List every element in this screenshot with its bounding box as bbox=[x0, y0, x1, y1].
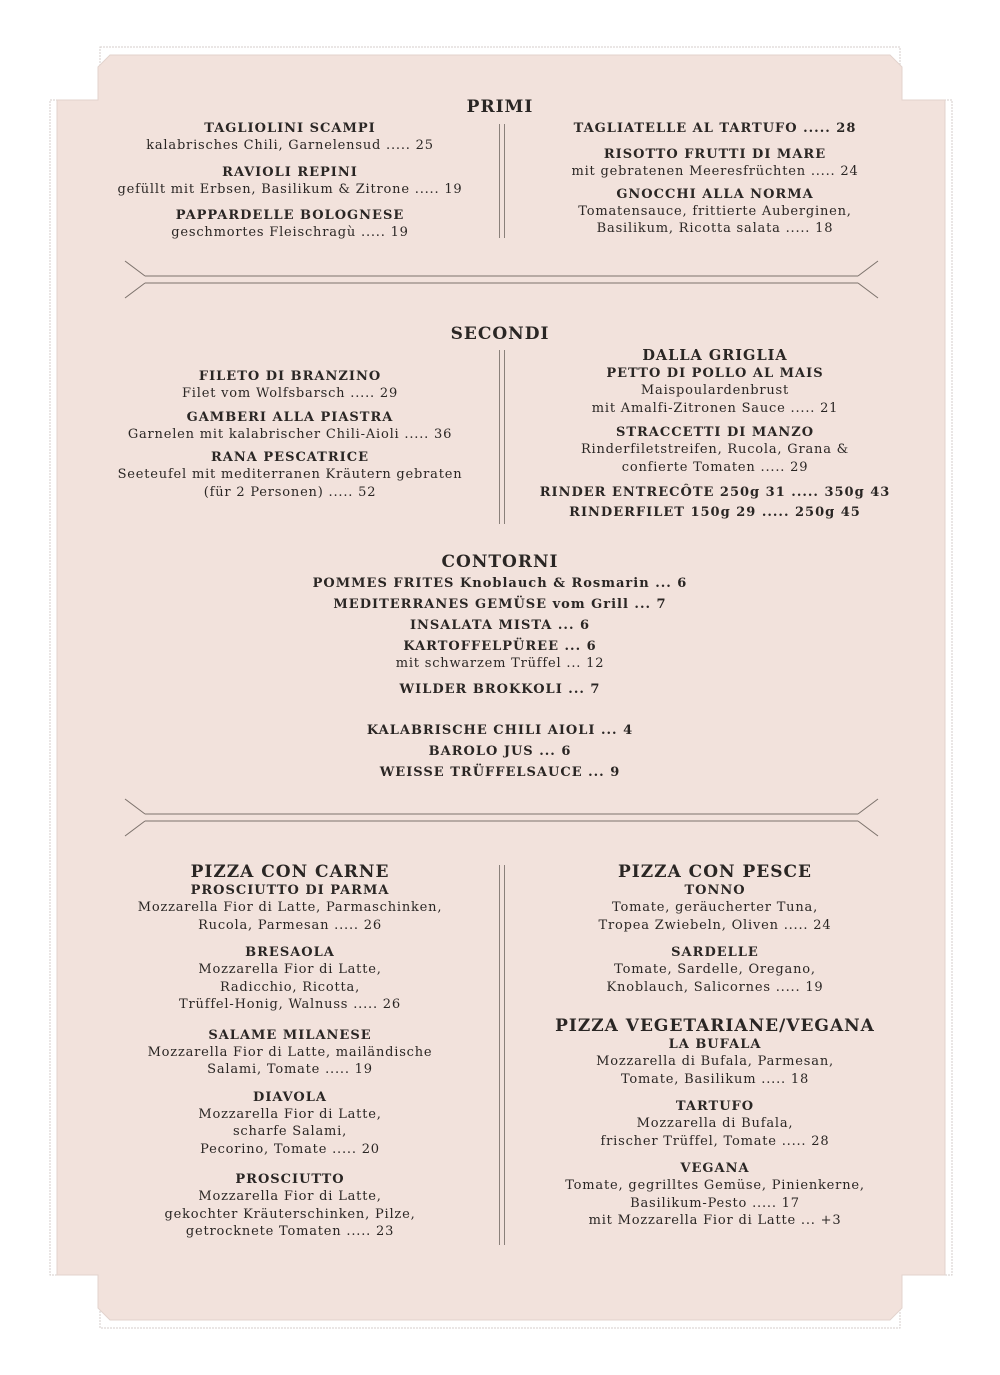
dish-item bbox=[520, 1036, 910, 1088]
dish-name: VEGANA bbox=[680, 1161, 750, 1176]
dish-description: (für 2 Personen) ..... 52 bbox=[203, 484, 377, 500]
dish-description: Tomatensauce, frittierte Auberginen, bbox=[578, 203, 852, 219]
dish-name: RAVIOLI REPINI bbox=[222, 164, 358, 180]
sauce-item: KALABRISCHE CHILI AIOLI ... 4 bbox=[366, 722, 634, 738]
dish-description: Mozzarella Fior di Latte, bbox=[198, 962, 382, 977]
dish-name: TAGLIOLINI SCAMPI bbox=[204, 121, 376, 136]
section-title-contorni: CONTORNI bbox=[441, 552, 559, 572]
dish-description: Mozzarella Fior di Latte, bbox=[198, 1106, 382, 1122]
dish-name: GNOCCHI ALLA NORMA bbox=[616, 186, 814, 202]
dish-description: Tomate, gegrilltes Gemüse, Pinienkerne, bbox=[565, 1178, 865, 1193]
dish-item bbox=[95, 1027, 485, 1079]
dish-name: TAGLIATELLE AL TARTUFO ..... 28 bbox=[573, 121, 857, 136]
dish-description: confierte Tomaten ..... 29 bbox=[621, 459, 809, 475]
dish-item bbox=[520, 146, 910, 181]
dish-description: Rinderfiletstreifen, Rucola, Grana & bbox=[580, 442, 850, 457]
side-item-note: mit schwarzem Trüffel ... 12 bbox=[395, 656, 605, 671]
dish-description: Tomate, geräucherter Tuna, bbox=[611, 900, 819, 915]
dish-item bbox=[95, 944, 485, 1014]
dish-name: RISOTTO FRUTTI DI MARE bbox=[603, 147, 827, 162]
section-title-primi: PRIMI bbox=[466, 97, 534, 117]
side-item: WILDER BROKKOLI ... 7 bbox=[399, 681, 601, 697]
section-title-secondi: SECONDI bbox=[450, 324, 550, 344]
dish-description: kalabrisches Chili, Garnelensud ..... 25 bbox=[146, 138, 434, 153]
dish-description: Tomate, Basilikum ..... 18 bbox=[620, 1071, 810, 1087]
dish-description: getrocknete Tomaten ..... 23 bbox=[185, 1224, 395, 1239]
section-title-pizza-carne: PIZZA CON CARNE bbox=[190, 862, 390, 882]
dish-name: PROSCIUTTO DI PARMA bbox=[190, 883, 390, 898]
section-title-pizza-vegetariane: PIZZA VEGETARIANE/VEGANA bbox=[555, 1016, 875, 1036]
section-title-pizza-pesce: PIZZA CON PESCE bbox=[618, 862, 812, 882]
dish-name: DIAVOLA bbox=[253, 1089, 327, 1105]
dish-name: SALAME MILANESE bbox=[208, 1027, 372, 1043]
dish-description: geschmortes Fleischragù ..... 19 bbox=[171, 225, 409, 240]
dish-description: Maispoulardenbrust bbox=[640, 383, 790, 398]
dish-item bbox=[520, 882, 910, 934]
sauce-item: BAROLO JUS ... 6 bbox=[428, 743, 572, 759]
dish-description: Salami, Tomate ..... 19 bbox=[207, 1062, 373, 1077]
dish-item bbox=[520, 186, 910, 238]
dish-name: PETTO DI POLLO AL MAIS bbox=[606, 366, 824, 381]
sauce-item: WEISSE TRÜFFELSAUCE ... 9 bbox=[379, 764, 621, 780]
dish-item bbox=[520, 424, 910, 476]
side-item: INSALATA MISTA ... 6 bbox=[409, 618, 591, 633]
dish-item bbox=[95, 1089, 485, 1159]
dish-name: RANA PESCATRICE bbox=[211, 450, 369, 465]
column-divider-primi bbox=[499, 124, 505, 238]
dish-name: BRESAOLA bbox=[245, 945, 335, 960]
primi-right-column bbox=[520, 120, 910, 238]
dish-item bbox=[95, 120, 485, 155]
dish-description: Garnelen mit kalabrischer Chili-Aioli ..... 36 bbox=[127, 426, 453, 442]
dish-description: Radicchio, Ricotta, bbox=[219, 979, 361, 995]
dish-item bbox=[95, 368, 485, 403]
secondi-left-column bbox=[95, 368, 485, 501]
dish-item bbox=[520, 365, 910, 417]
dish-description: Mozzarella Fior di Latte, Parmaschinken, bbox=[137, 900, 443, 915]
dish-description: Tomate, Sardelle, Oregano, bbox=[614, 962, 816, 977]
dish-description: Pecorino, Tomate ..... 20 bbox=[200, 1141, 380, 1157]
primi-left-column bbox=[95, 120, 485, 242]
dish-item bbox=[520, 120, 910, 137]
dish-item bbox=[520, 484, 910, 501]
column-divider-secondi bbox=[499, 350, 505, 524]
dish-description: Mozzarella di Bufala, bbox=[636, 1116, 794, 1131]
dish-description: Mozzarella Fior di Latte, mailändische bbox=[147, 1044, 433, 1060]
pizza-pesce-column bbox=[520, 862, 910, 1230]
dish-description: Tropea Zwiebeln, Oliven ..... 24 bbox=[598, 917, 832, 933]
dish-description: Mozzarella Fior di Latte, bbox=[198, 1189, 382, 1204]
dish-description: mit Amalfi-Zitronen Sauce ..... 21 bbox=[591, 400, 839, 416]
dish-description: Basilikum, Ricotta salata ..... 18 bbox=[596, 221, 834, 236]
dish-description: Trüffel-Honig, Walnuss ..... 26 bbox=[179, 997, 401, 1012]
dish-description: gefüllt mit Erbsen, Basilikum & Zitrone ..... 19 bbox=[117, 181, 463, 197]
dish-description: Seeteufel mit mediterranen Kräutern gebraten bbox=[117, 467, 463, 482]
dish-name: GAMBERI ALLA PIASTRA bbox=[186, 409, 394, 425]
dish-description: Basilikum-Pesto ..... 17 bbox=[630, 1195, 800, 1211]
side-item: KARTOFFELPÜREE ... 6 bbox=[403, 639, 597, 654]
dish-name: SARDELLE bbox=[671, 945, 759, 960]
dish-description: Knoblauch, Salicornes ..... 19 bbox=[606, 979, 824, 995]
dish-description: mit gebratenen Meeresfrüchten ..... 24 bbox=[571, 164, 859, 179]
dish-name: PAPPARDELLE BOLOGNESE bbox=[175, 208, 405, 223]
dish-item bbox=[95, 882, 485, 934]
dish-item bbox=[95, 409, 485, 444]
dish-description: mit Mozzarella Fior di Latte ... +3 bbox=[588, 1213, 842, 1228]
side-item: MEDITERRANES GEMÜSE vom Grill ... 7 bbox=[333, 597, 667, 612]
dish-description: frischer Trüffel, Tomate ..... 28 bbox=[600, 1133, 830, 1149]
dish-item bbox=[95, 449, 485, 501]
column-divider-pizza bbox=[499, 865, 505, 1245]
dish-name: LA BUFALA bbox=[668, 1037, 762, 1052]
dish-item bbox=[95, 207, 485, 242]
dish-description: Filet vom Wolfsbarsch ..... 29 bbox=[181, 386, 399, 401]
dish-name: TONNO bbox=[684, 883, 746, 898]
dish-name: FILETO DI BRANZINO bbox=[198, 369, 382, 384]
dish-item bbox=[520, 1098, 910, 1150]
dish-description: scharfe Salami, bbox=[232, 1124, 348, 1139]
dish-name: RINDER ENTRECÔTE 250g 31 ..... 350g 43 bbox=[539, 485, 891, 500]
dish-item bbox=[520, 504, 910, 521]
dish-name: TARTUFO bbox=[675, 1099, 755, 1114]
contorni-list bbox=[200, 575, 800, 781]
dish-description: gekochter Kräuterschinken, Pilze, bbox=[164, 1206, 416, 1222]
dish-item bbox=[520, 944, 910, 996]
dish-item bbox=[95, 1171, 485, 1241]
pizza-carne-column bbox=[95, 862, 485, 1241]
secondi-right-column bbox=[520, 347, 910, 521]
dish-name: PROSCIUTTO bbox=[235, 1172, 345, 1187]
dish-description: Rucola, Parmesan ..... 26 bbox=[198, 917, 382, 933]
dish-description: Mozzarella di Bufala, Parmesan, bbox=[596, 1054, 834, 1069]
side-item: POMMES FRITES Knoblauch & Rosmarin ... 6 bbox=[312, 576, 688, 591]
dish-item bbox=[520, 1160, 910, 1230]
dish-item bbox=[95, 164, 485, 199]
subsection-title-dalla-griglia: DALLA GRIGLIA bbox=[642, 347, 788, 364]
dish-name: RINDERFILET 150g 29 ..... 250g 45 bbox=[569, 505, 861, 520]
dish-name: STRACCETTI DI MANZO bbox=[615, 425, 815, 440]
